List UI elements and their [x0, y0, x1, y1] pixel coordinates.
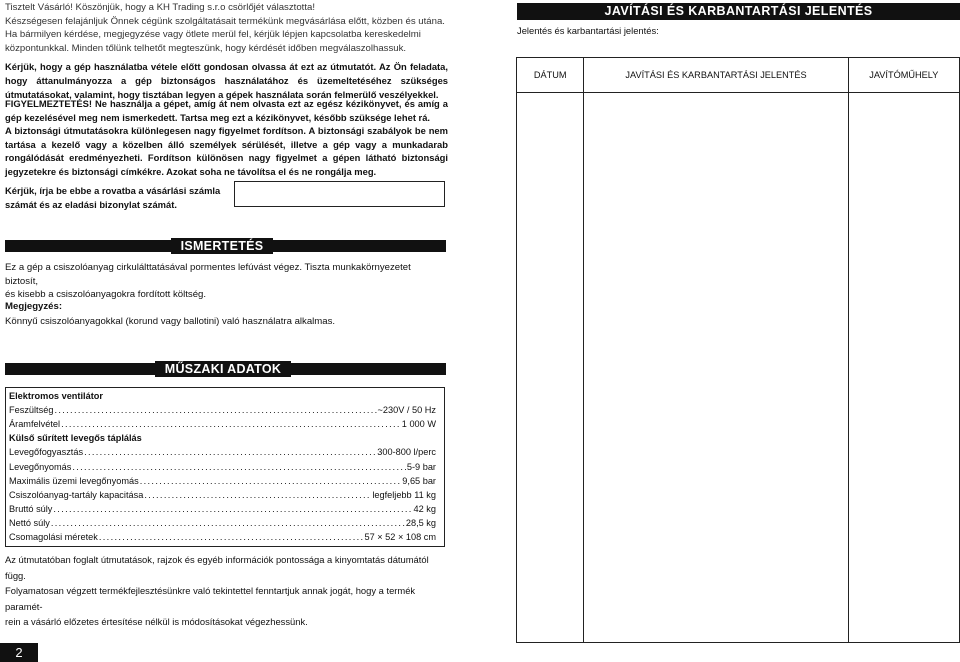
- spec-label: Maximális üzemi levegőnyomás: [9, 476, 139, 486]
- spec-value: legfeljebb 11 kg: [372, 490, 436, 500]
- column-header-report: JAVÍTÁSI ÉS KARBANTARTÁSI JELENTÉS: [584, 58, 848, 93]
- spec-value: 300-800 l/perc: [377, 447, 436, 457]
- spec-group-title: Elektromos ventilátor: [9, 391, 103, 401]
- specs-title: MŰSZAKI ADATOK: [155, 361, 291, 377]
- warning-paragraph: FIGYELMEZTETÉS! Ne használja a gépet, amíg át nem olvasta ezt az egész kézikönyvet, és amíg a gép kezelésével meg nem ismerkedett. Tartsa meg ezt a kézikönyvet, később szüksége lehet rá.: [5, 98, 448, 123]
- intro-line: Ha bármilyen kérdése, megjegyzése vagy ötlete merül fel, kérjük lépjen kapcsolatba kereskedelmi: [5, 29, 421, 40]
- spec-group-title: Külső sűrített levegős táplálás: [9, 433, 142, 443]
- report-table: [516, 57, 960, 643]
- spec-row: [9, 446, 436, 458]
- description-line: és kisebb a csiszolóanyagokra fordított költség.: [5, 289, 207, 301]
- note-label: Megjegyzés:: [5, 301, 63, 312]
- spec-value: ~230V / 50 Hz: [377, 405, 436, 415]
- spec-label: Bruttó súly: [9, 504, 53, 514]
- footer-line: rein a vásárló előzetes értesítése nélkül is módosításokat végezhessünk.: [5, 616, 308, 627]
- intro-line: központunkkal. Minden tőlünk telhetőt megteszünk, hogy kérdését időben megválaszolhassuk.: [5, 42, 407, 54]
- page-number: 2: [0, 643, 38, 662]
- warning-section: [5, 97, 448, 178]
- spec-row: [9, 489, 436, 501]
- column-header-date: DÁTUM: [517, 58, 584, 93]
- spec-value: 5-9 bar: [406, 462, 436, 472]
- spec-value: 57 × 52 × 108 cm: [364, 532, 436, 542]
- spec-label: Levegőnyomás: [9, 462, 72, 472]
- description-text: [5, 261, 445, 302]
- spec-value: 9,65 bar: [402, 476, 436, 486]
- footer-line: Az útmutatóban foglalt útmutatások, rajzok és egyéb információk pontossága a kinyomtatás dátumától függ.: [5, 554, 429, 581]
- receipt-number-field[interactable]: [234, 181, 445, 207]
- spec-row: [9, 404, 436, 416]
- date-cell[interactable]: [517, 93, 584, 643]
- read-manual-notice: [5, 60, 448, 101]
- report-cell[interactable]: [584, 93, 848, 643]
- spec-label: Csomagolási méretek: [9, 532, 98, 542]
- intro-line: Tisztelt Vásárló! Köszönjük, hogy a KH Trading s.r.o csörlőjét választotta!: [5, 2, 315, 13]
- spec-row: [9, 461, 436, 473]
- receipt-label: Kérjük, írja be ebbe a rovatba a vásárlási számla számát és az eladási bizonylat számát.: [5, 185, 221, 210]
- spec-value: 42 kg: [413, 504, 436, 514]
- note-text: Könnyű csiszolóanyagokkal (korund vagy ballotini) való használatra alkalmas.: [5, 316, 336, 327]
- description-title: ISMERTETÉS: [171, 238, 273, 254]
- read-manual-text: Kérjük, hogy a gép használatba vétele előtt gondosan olvassa át ezt az útmutatót. Az Ön feladata, hogy áttanulmányozza a gép biztonságos használatához és üzemeltetéséhez szükséges útmutatásokat, valamint, hogy tisztában legyen a gépek használata során felmerülő veszélyekkel.: [5, 61, 448, 100]
- spec-label: Csiszolóanyag-tartály kapacitása: [9, 490, 144, 500]
- workshop-cell[interactable]: [848, 93, 959, 643]
- spec-label: Áramfelvétel: [9, 419, 61, 429]
- spec-label: Nettó súly: [9, 518, 50, 528]
- spec-value: 28,5 kg: [405, 518, 436, 528]
- report-title: JAVÍTÁSI ÉS KARBANTARTÁSI JELENTÉS: [517, 3, 960, 20]
- safety-paragraph: A biztonsági útmutatásokra különlegesen nagy figyelmet fordítson. A biztonsági szabályok be nem tartása a kezelő vagy a közelben álló személyek sérülését, illetve a gép vagy a munkadarab rongálódását eredményezheti. Fordítson különösen nagy figyelmet a gépen látható biztonsági jegyzetekre és biztonsági címkékre. Azokat soha ne távolítsa el és ne rongálja meg.: [5, 125, 448, 177]
- spec-row: [9, 475, 436, 487]
- intro-line: Készségesen felajánljuk Önnek cégünk szolgáltatásait termékünk megvásárlása előtt, közben és utána.: [5, 15, 445, 27]
- spec-row: [9, 517, 436, 529]
- description-header: [0, 238, 446, 254]
- spec-row: [9, 531, 436, 543]
- specs-header: [0, 361, 446, 377]
- spec-label: Levegőfogyasztás: [9, 447, 84, 457]
- footer-line: Folyamatosan végzett termékfejlesztésünkre való tekintettel fenntartjuk annak jogát, hogy a termék paramét-: [5, 585, 416, 612]
- spec-row: [9, 418, 436, 430]
- spec-label: Feszültség: [9, 405, 54, 415]
- description-line: Ez a gép a csiszolóanyag cirkulálttatásával pormentes lefúvást végez. Tiszta munkakörnyezetet biztosít,: [5, 262, 411, 287]
- spec-row: [9, 503, 436, 515]
- report-subtitle: Jelentés és karbantartási jelentés:: [517, 25, 659, 36]
- footer-disclaimer: [5, 552, 445, 630]
- spec-value: 1 000 W: [401, 419, 436, 429]
- column-header-workshop: JAVÍTÓMŰHELY: [848, 58, 959, 93]
- intro-text: [5, 1, 445, 55]
- specs-table: [5, 387, 445, 547]
